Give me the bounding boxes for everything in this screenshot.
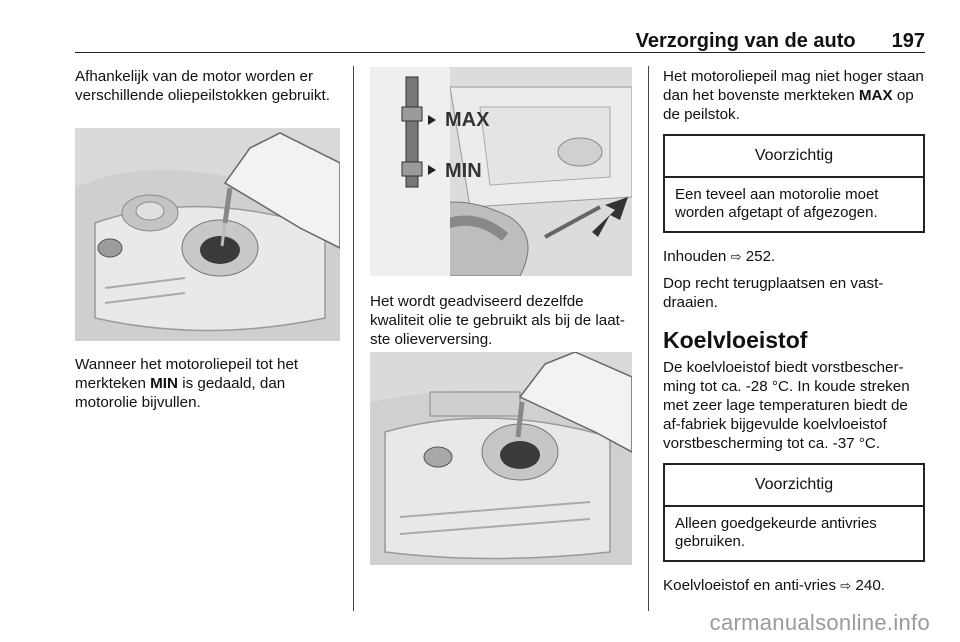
- antifreeze-page-link[interactable]: 240.: [855, 577, 885, 594]
- intro-paragraph: Afhankelijk van de motor worden er verschillende oliepeilstokken gebruikt.: [75, 68, 330, 104]
- capacity-reference: [663, 247, 925, 267]
- watermark: carmanualsonline.info: [709, 610, 930, 635]
- capacity-text: Inhouden: [663, 248, 731, 265]
- cap-refit-paragraph: Dop recht terugplaatsen en vastdraaien.: [663, 275, 884, 311]
- antifreeze-reference: [663, 576, 925, 596]
- caution-body: Alleen goedgekeurde antivries gebruiken.: [675, 515, 877, 550]
- oil-pouring-illustration: [370, 352, 632, 565]
- column-2-text: [370, 292, 634, 356]
- oil-level-instruction: [75, 355, 345, 419]
- caution-box-antifreeze: [663, 463, 925, 562]
- caution-box-oil: [663, 134, 925, 233]
- caution-title: Voorzichtig: [665, 136, 923, 178]
- min-mark-label: MIN: [150, 375, 178, 392]
- column-1: [75, 67, 345, 112]
- oil-quality-advice: Het wordt geadviseerd dezelfde kwaliteit olie te gebruikt als bij de laatste olieverversing.: [370, 293, 625, 348]
- section-heading-coolant: Koelvloeistof: [663, 327, 808, 353]
- dipstick-min-label: MIN: [445, 160, 482, 182]
- instruction-text-end: is gedaald, dan motorolie bijvullen.: [75, 375, 286, 411]
- capacity-page-link[interactable]: 252.: [745, 248, 776, 265]
- column-3: [663, 67, 925, 603]
- column-divider-1: [353, 66, 354, 611]
- page-ref-arrow-icon: ⇨: [840, 579, 852, 594]
- max-text-end: op de peilstok.: [663, 87, 914, 123]
- page-number: 197: [891, 30, 925, 52]
- page-ref-arrow-icon: ⇨: [730, 250, 742, 265]
- dipstick-max-label: MAX: [445, 109, 490, 131]
- dipstick-illustration: [370, 67, 632, 276]
- max-level-paragraph: [663, 67, 925, 124]
- coolant-paragraph: De koelvloeistof biedt vorstbescherming tot ca. -28 °C. In koude streken met zeer lage temperaturen biedt de af-fabriek bijgevulde koelvloeistof vorstbescherming tot ca. -37 °C.: [663, 359, 910, 452]
- max-text-start: Het motoroliepeil mag niet hoger staan dan het bovenste merkteken: [663, 68, 924, 104]
- page-header: [75, 28, 925, 53]
- antifreeze-text: Koelvloeistof en anti-vries: [663, 577, 841, 594]
- column-divider-2: [648, 66, 649, 611]
- instruction-text-start: Wanneer het motoroliepeil tot het merkteken: [75, 356, 299, 392]
- page-title: Verzorging van de auto: [635, 30, 856, 52]
- oil-filling-illustration: [75, 128, 340, 341]
- caution-body: Een teveel aan motorolie moet worden afgetapt of afgezogen.: [675, 186, 879, 221]
- caution-title: Voorzichtig: [665, 465, 923, 507]
- max-mark-label: MAX: [858, 87, 893, 104]
